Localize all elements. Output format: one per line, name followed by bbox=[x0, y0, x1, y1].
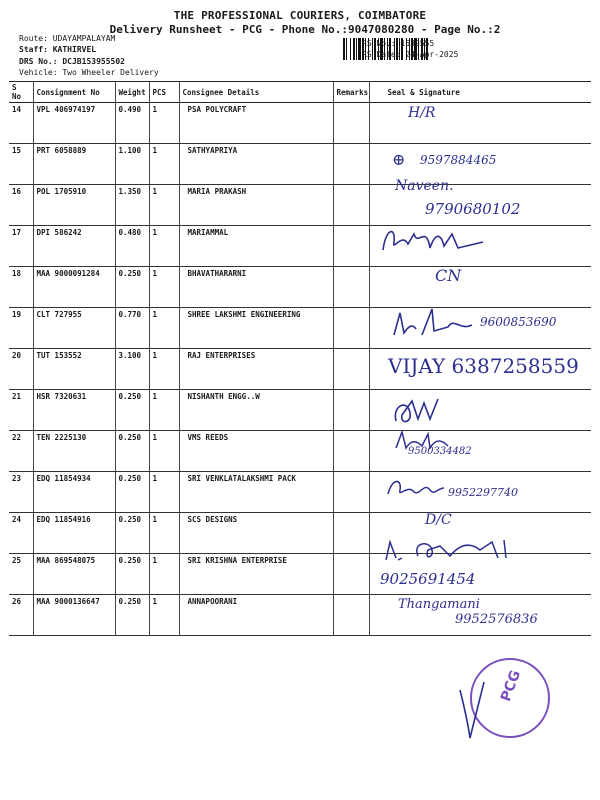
signature-row-16-name: Naveen. bbox=[395, 178, 454, 194]
rs-number: RS No.: 1539555 bbox=[362, 39, 435, 48]
barcode-bar bbox=[353, 38, 355, 60]
sno-cell: 16 bbox=[9, 185, 33, 226]
remarks-cell bbox=[333, 308, 369, 349]
remarks-cell bbox=[333, 554, 369, 595]
col-weight: Weight bbox=[115, 82, 149, 103]
route-label: Route: UDAYAMPALAYAM bbox=[19, 34, 116, 43]
sno-cell: 22 bbox=[9, 431, 33, 472]
consignee-cell: ANNAPOORANI bbox=[179, 595, 333, 636]
weight-cell: 0.250 bbox=[115, 431, 149, 472]
signature-row-19: 9600853690 bbox=[480, 315, 557, 329]
signature-row-15-circle: ⊕ bbox=[392, 150, 406, 169]
sno-cell: 21 bbox=[9, 390, 33, 431]
consignment-cell: VPL 406974197 bbox=[33, 103, 115, 144]
signature-row-25: 9025691454 bbox=[380, 570, 476, 588]
remarks-cell bbox=[333, 513, 369, 554]
weight-cell: 0.770 bbox=[115, 308, 149, 349]
consignment-cell: TUT 153552 bbox=[33, 349, 115, 390]
signature-row-26-phone: 9952576836 bbox=[455, 612, 538, 627]
pcs-cell: 1 bbox=[149, 308, 179, 349]
sno-cell: 17 bbox=[9, 226, 33, 267]
consignment-cell: EDQ 11854916 bbox=[33, 513, 115, 554]
drs-value: DCJB153955502 bbox=[62, 57, 125, 66]
consignee-cell: SRI KRISHNA ENTERPRISE bbox=[179, 554, 333, 595]
col-consignee: Consignee Details bbox=[179, 82, 333, 103]
table-row bbox=[9, 103, 591, 144]
signature-row-22: 9500334482 bbox=[408, 446, 472, 457]
sno-cell: 19 bbox=[9, 308, 33, 349]
consignee-cell: SRI VENKLATALAKSHMI PACK bbox=[179, 472, 333, 513]
signature-row-16-phone: 9790680102 bbox=[425, 200, 521, 218]
pcg-stamp-text: PCG bbox=[498, 668, 525, 704]
sno-cell: 26 bbox=[9, 595, 33, 636]
pcs-cell: 1 bbox=[149, 595, 179, 636]
pcs-cell: 1 bbox=[149, 103, 179, 144]
consignee-cell: MARIAMMAL bbox=[179, 226, 333, 267]
signature-row-26-name: Thangamani bbox=[398, 597, 480, 612]
barcode-bar bbox=[356, 38, 357, 60]
col-sno: S No bbox=[9, 82, 33, 103]
signature-row-17-scribble bbox=[378, 222, 488, 258]
consignment-cell: CLT 727955 bbox=[33, 308, 115, 349]
staff-value: KATHIRVEL bbox=[52, 45, 97, 54]
company-title: THE PROFESSIONAL COURIERS, COIMBATORE bbox=[173, 9, 427, 22]
table-row bbox=[9, 226, 591, 267]
table-header-row bbox=[9, 82, 591, 103]
sno-cell: 25 bbox=[9, 554, 33, 595]
pcs-cell: 1 bbox=[149, 144, 179, 185]
remarks-cell bbox=[333, 144, 369, 185]
weight-cell: 0.250 bbox=[115, 554, 149, 595]
consignment-cell: TEN 2225130 bbox=[33, 431, 115, 472]
consignment-cell: POL 1705910 bbox=[33, 185, 115, 226]
sno-cell: 15 bbox=[9, 144, 33, 185]
weight-cell: 1.350 bbox=[115, 185, 149, 226]
consignment-cell: MAA 869548075 bbox=[33, 554, 115, 595]
table-row bbox=[9, 390, 591, 431]
consignment-cell: DPI 586242 bbox=[33, 226, 115, 267]
consignee-cell: NISHANTH ENGG..W bbox=[179, 390, 333, 431]
remarks-cell bbox=[333, 390, 369, 431]
weight-cell: 0.490 bbox=[115, 103, 149, 144]
weight-cell: 0.480 bbox=[115, 226, 149, 267]
pcs-cell: 1 bbox=[149, 554, 179, 595]
staff-label: Staff: bbox=[19, 45, 48, 54]
col-signature: Seal & Signature bbox=[369, 82, 591, 103]
pcs-cell: 1 bbox=[149, 472, 179, 513]
signature-row-14: H/R bbox=[408, 105, 436, 121]
table-row bbox=[9, 144, 591, 185]
col-remarks: Remarks bbox=[333, 82, 369, 103]
runsheet-subtitle: Delivery Runsheet - PCG - Phone No.:9047080280 - Page No.:2 bbox=[109, 23, 501, 36]
consignee-cell: BHAVATHARARNI bbox=[179, 267, 333, 308]
consignee-cell: SATHYAPRIYA bbox=[179, 144, 333, 185]
consignment-cell: PRT 6058889 bbox=[33, 144, 115, 185]
remarks-cell bbox=[333, 185, 369, 226]
remarks-cell bbox=[333, 267, 369, 308]
weight-cell: 0.250 bbox=[115, 595, 149, 636]
pcs-cell: 1 bbox=[149, 390, 179, 431]
remarks-cell bbox=[333, 226, 369, 267]
signature-cell bbox=[369, 103, 591, 144]
table-row bbox=[9, 431, 591, 472]
remarks-cell bbox=[333, 472, 369, 513]
sno-cell: 20 bbox=[9, 349, 33, 390]
col-pcs: PCS bbox=[149, 82, 179, 103]
table-row bbox=[9, 267, 591, 308]
signature-row-25-scribble bbox=[380, 536, 520, 566]
pcs-cell: 1 bbox=[149, 513, 179, 554]
signature-cell bbox=[369, 267, 591, 308]
col-consignment: Consignment No bbox=[33, 82, 115, 103]
barcode-bar bbox=[350, 38, 351, 60]
sno-cell: 23 bbox=[9, 472, 33, 513]
consignee-cell: SCS DESIGNS bbox=[179, 513, 333, 554]
remarks-cell bbox=[333, 431, 369, 472]
consignee-cell: SHREE LAKSHMI ENGINEERING bbox=[179, 308, 333, 349]
weight-cell: 0.250 bbox=[115, 513, 149, 554]
consignee-cell: VMS REEDS bbox=[179, 431, 333, 472]
weight-cell: 1.100 bbox=[115, 144, 149, 185]
remarks-cell bbox=[333, 103, 369, 144]
signature-row-21-scribble bbox=[388, 395, 448, 429]
consignment-cell: MAA 9000091284 bbox=[33, 267, 115, 308]
signature-row-15: 9597884465 bbox=[420, 153, 497, 167]
signature-row-23: 9952297740 bbox=[448, 486, 518, 499]
pcs-cell: 1 bbox=[149, 431, 179, 472]
sno-cell: 18 bbox=[9, 267, 33, 308]
consignment-cell: MAA 9000136647 bbox=[33, 595, 115, 636]
signature-row-18: CN bbox=[435, 266, 462, 285]
weight-cell: 0.250 bbox=[115, 267, 149, 308]
weight-cell: 0.250 bbox=[115, 390, 149, 431]
consignment-cell: HSR 7320631 bbox=[33, 390, 115, 431]
drs-label: DRS No.: bbox=[19, 57, 58, 66]
vehicle-label: Vehicle: Two Wheeler Delivery bbox=[19, 68, 159, 77]
drs-line bbox=[19, 57, 125, 66]
consignee-cell: PSA POLYCRAFT bbox=[179, 103, 333, 144]
remarks-cell bbox=[333, 349, 369, 390]
remarks-cell bbox=[333, 595, 369, 636]
staff-line bbox=[19, 45, 96, 54]
signature-row-23-scribble bbox=[384, 474, 446, 500]
weight-cell: 3.100 bbox=[115, 349, 149, 390]
barcode-bar bbox=[343, 38, 345, 60]
pcs-cell: 1 bbox=[149, 349, 179, 390]
pcs-cell: 1 bbox=[149, 185, 179, 226]
weight-cell: 0.250 bbox=[115, 472, 149, 513]
stamp-pen-stroke bbox=[450, 676, 500, 746]
pcs-cell: 1 bbox=[149, 226, 179, 267]
consignment-cell: EDQ 11854934 bbox=[33, 472, 115, 513]
pcs-cell: 1 bbox=[149, 267, 179, 308]
signature-row-20: VIJAY 6387258559 bbox=[388, 354, 579, 378]
rs-date: RS Date: 24-Apr-2025 bbox=[362, 50, 459, 59]
barcode-bar bbox=[346, 38, 347, 60]
consignee-cell: MARIA PRAKASH bbox=[179, 185, 333, 226]
barcode-bar bbox=[358, 38, 361, 60]
sno-cell: 14 bbox=[9, 103, 33, 144]
signature-row-24: D/C bbox=[425, 512, 452, 528]
sno-cell: 24 bbox=[9, 513, 33, 554]
consignee-cell: RAJ ENTERPRISES bbox=[179, 349, 333, 390]
signature-row-19-scribble bbox=[388, 305, 478, 341]
